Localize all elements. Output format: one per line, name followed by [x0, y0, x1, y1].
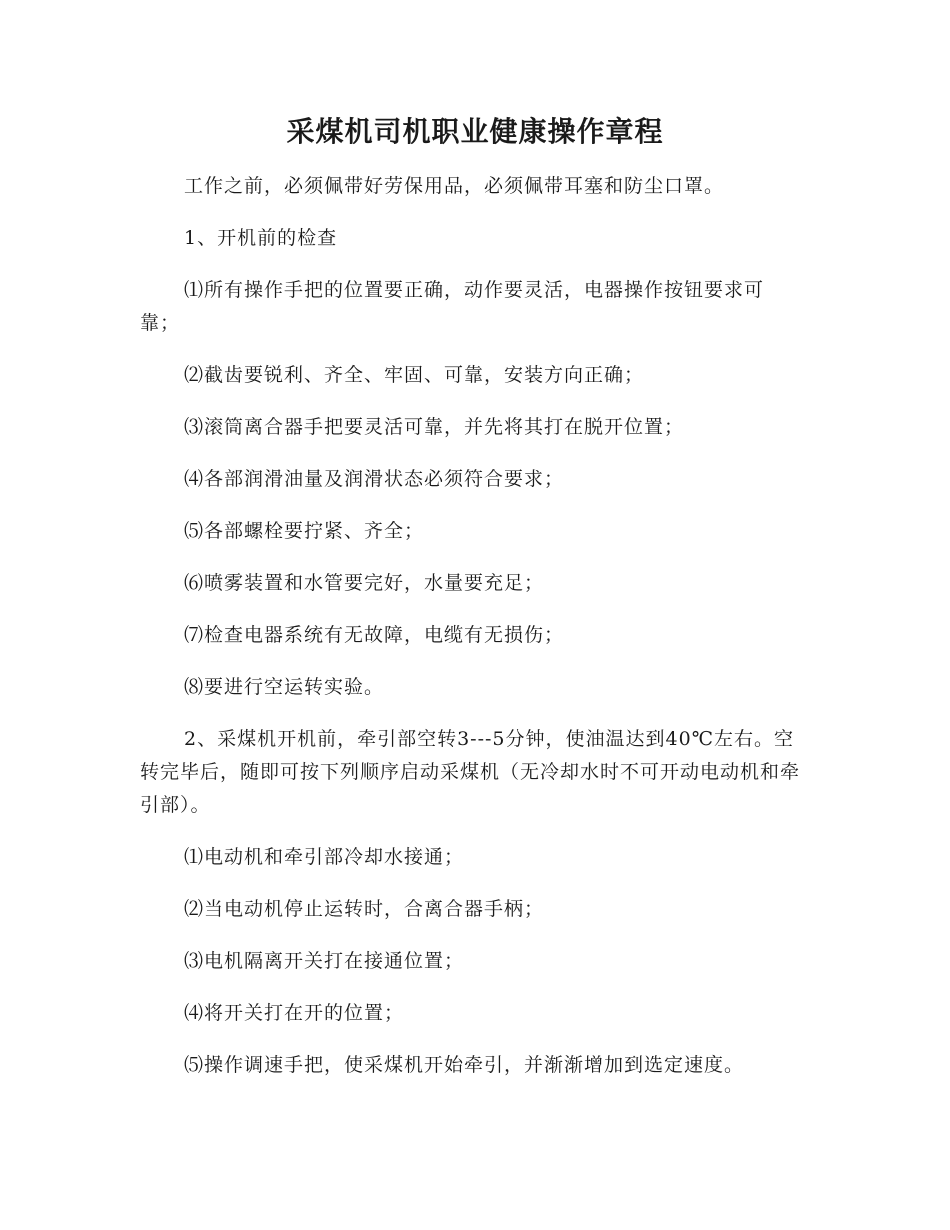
document-body	[140, 170, 800, 1082]
document-title: 采煤机司机职业健康操作章程	[286, 115, 664, 148]
list-item: ⑶电机隔离开关打在接通位置；	[184, 950, 465, 972]
list-item: ⑷将开关打在开的位置；	[184, 1002, 405, 1024]
list-item: ⑵当电动机停止运转时，合离合器手柄；	[184, 898, 545, 920]
list-item: ⑶滚筒离合器手把要灵活可靠，并先将其打在脱开位置；	[184, 416, 685, 438]
list-item: ⑸操作调速手把，使采煤机开始牵引，并渐渐增加到选定速度。	[184, 1054, 745, 1076]
list-item: ⑸各部螺栓要拧紧、齐全；	[184, 520, 425, 542]
list-item: ⑻要进行空运转实验。	[184, 676, 385, 698]
list-item: ⑺检查电器系统有无故障，电缆有无损伤；	[184, 624, 565, 646]
list-item: ⑹喷雾装置和水管要完好，水量要充足；	[184, 572, 545, 594]
list-item: ⑴所有操作手把的位置要正确，动作要灵活，电器操作按钮要求可靠；	[140, 279, 765, 334]
list-item: ⑷各部润滑油量及润滑状态必须符合要求；	[184, 468, 565, 490]
list-item: ⑵截齿要锐利、齐全、牢固、可靠，安装方向正确；	[184, 364, 645, 386]
section-heading-1: 1、开机前的检查	[184, 227, 338, 249]
paragraph-intro: 工作之前，必须佩带好劳保用品，必须佩带耳塞和防尘口罩。	[184, 175, 725, 197]
list-item: ⑴电动机和牵引部冷却水接通；	[184, 846, 465, 868]
section-paragraph-2: 2、采煤机开机前，牵引部空转3---5分钟，使油温达到40℃左右。空转完毕后，随即可按下列顺序启动采煤机（无冷却水时不可开动电动机和牵引部）。	[140, 728, 801, 816]
